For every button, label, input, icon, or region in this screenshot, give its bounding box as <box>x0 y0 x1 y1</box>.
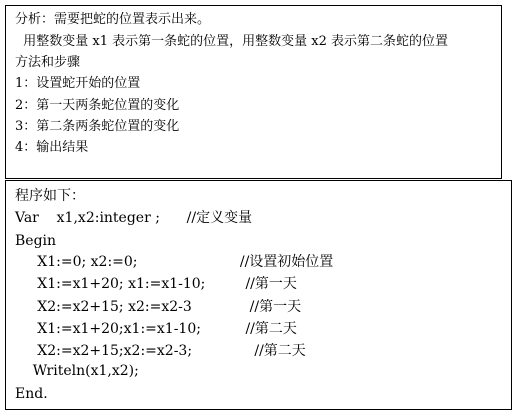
code-line-end: End. <box>15 386 48 402</box>
code-line-day1-x1: X1:=x1+20; x1:=x1-10; //第一天 <box>15 276 297 292</box>
code-line-day2-x1: X1:=x1+20;x1:=x1-10; //第二天 <box>15 321 297 337</box>
program-heading: 程序如下： <box>15 188 85 204</box>
program-box <box>5 180 512 410</box>
code-line-day1-x2: X2:=x2+15; x2:=x2-3 //第一天 <box>15 299 302 315</box>
code-line-var: Var x1,x2:integer ; //定义变量 <box>15 210 253 226</box>
analysis-line-6: 3：第二条两条蛇位置的变化 <box>15 119 180 134</box>
analysis-line-7: 4：输出结果 <box>15 140 89 155</box>
analysis-line-1: 分析：需要把蛇的位置表示出来。 <box>15 12 211 27</box>
analysis-line-4: 1：设置蛇开始的位置 <box>15 76 141 91</box>
analysis-line-5: 2：第一天两条蛇位置的变化 <box>15 98 180 113</box>
analysis-line-3: 方法和步骤 <box>15 55 81 70</box>
analysis-box <box>5 5 502 179</box>
code-line-begin: Begin <box>15 233 57 249</box>
code-line-day2-x2: X2:=x2+15;x2:=x2-3; //第二天 <box>15 343 306 359</box>
analysis-line-2: 用整数变量 x1 表示第一条蛇的位置，用整数变量 x2 表示第二条蛇的位置 <box>15 34 448 49</box>
code-line-init: X1:=0; x2:=0; //设置初始位置 <box>15 254 334 270</box>
code-line-writeln: Writeln(x1,x2); <box>15 363 139 379</box>
